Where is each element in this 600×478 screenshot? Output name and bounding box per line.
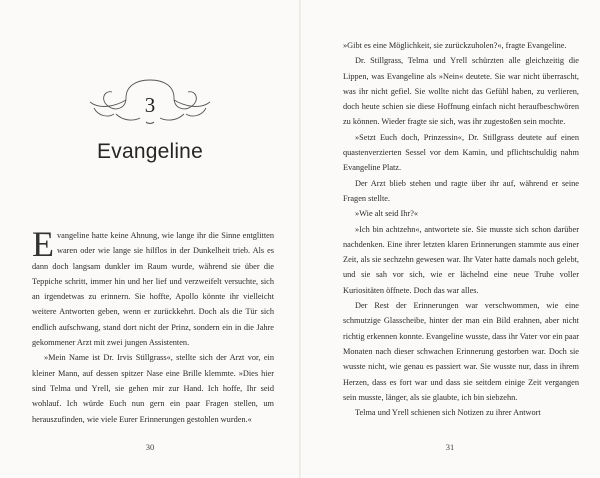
left-body-text [32,224,274,427]
page-number-right: 31 [445,442,455,452]
paragraph: Der Arzt blieb stehen und ragte über ihr auf, während er seine Fragen stellte. [343,178,579,203]
paragraph: Telma und Yrell schienen sich Notizen zu ihrer Antwort [355,408,541,418]
paragraph: Evangeline hatte keine Ahnung, wie lange ihr die Sinne entglitten waren oder wie lange sie hilflos in der Dunkelheit trieb. Als es dann doch langsam dunkler im Raum wurde, während sie über die Teppiche schritt, immer hin und her lief und verzweifelt versuchte, sich an irgendetwas zu erinnern. Sie hoffte, Apollo könnte ihr vielleicht weitere Antworten geben, wenn er zurückkehrt. Doch als die Tür sich endlich aufschwang, stand dort nicht der Prinz, sondern ein in die Jahre gekommener Arzt mit zwei jungen Assistenten. [32,224,274,348]
paragraph: »Setzt Euch doch, Prinzessin«, Dr. Stillgrass deutete auf einen quastenverzierten Sessel vor dem Kamin, und pflichtschuldig nahm Evangeline Platz. [343,132,579,173]
drop-cap: E [32,224,54,264]
chapter-number: 3 [144,93,156,117]
paragraph: »Wie alt seid Ihr?« [355,209,419,219]
paragraph: »Mein Name ist Dr. Irvis Stillgrass«, stellte sich der Arzt vor, ein kleiner Mann, auf dessen spitzer Nase eine Brille klemmte. »Dies hier sind Telma und Yrell, sie gehen mir zur Hand. Ich hoffe, Ihr seid wohlauf. Ich würde Euch nun gern ein paar Fragen stellen, um herauszufinden, wie viele Eurer Erinnerungen gestohlen wurden.« [32,353,274,424]
paragraph: »Gibt es eine Möglichkeit, sie zurückzuholen?«, fragte Evangeline. [343,41,567,50]
right-body-text [343,38,579,420]
page-number-left: 30 [145,442,155,452]
paragraph: »Ich bin achtzehn«, antwortete sie. Sie musste sich schon darüber nachdenken. Eine ihrer letzten klaren Erinnerungen stammte aus einer Zeit, als sie sechzehn gewesen war. Ihr Vater hatte damals noch gelebt, und sie sah vor sich, wie er lächelnd eine neue Truhe voller Kuriositäten öffnete. Doch das war alles. [343,224,579,295]
paragraph: Dr. Stillgrass, Telma und Yrell schürzten alle gleichzeitig die Lippen, was Evangeline als »Nein« deutete. Sie war nicht überrascht, was ihr nicht gefiel. Sie wollte nicht das Gefühl haben, zu verlieren, doch heute schien sie diese Hoffnung einfach nicht heraufbeschwören zu können. Wieder fragte sie sich, was ihr zugestoßen sein mochte. [343,56,579,127]
right-page [300,0,600,478]
chapter-title: Evangeline [97,140,203,163]
paragraph: Der Rest der Erinnerungen war verschwommen, wie eine schmutzige Glasscheibe, hinter der man ein Bild erahnen, aber nicht richtig erkennen konnte. Evangeline wusste, dass ihr Vater vor ein paar Monaten nach dieser schwachen Erinnerung gestorben war. Doch sie wusste nicht, wie genau es passiert war. Sie wusste nur, dass in ihrem Herzen, dass es fort war und dass sie seitdem einige Zeit vergangen sein musste, länger, als sie glaubte, ich bin siebzehn. [343,301,579,402]
